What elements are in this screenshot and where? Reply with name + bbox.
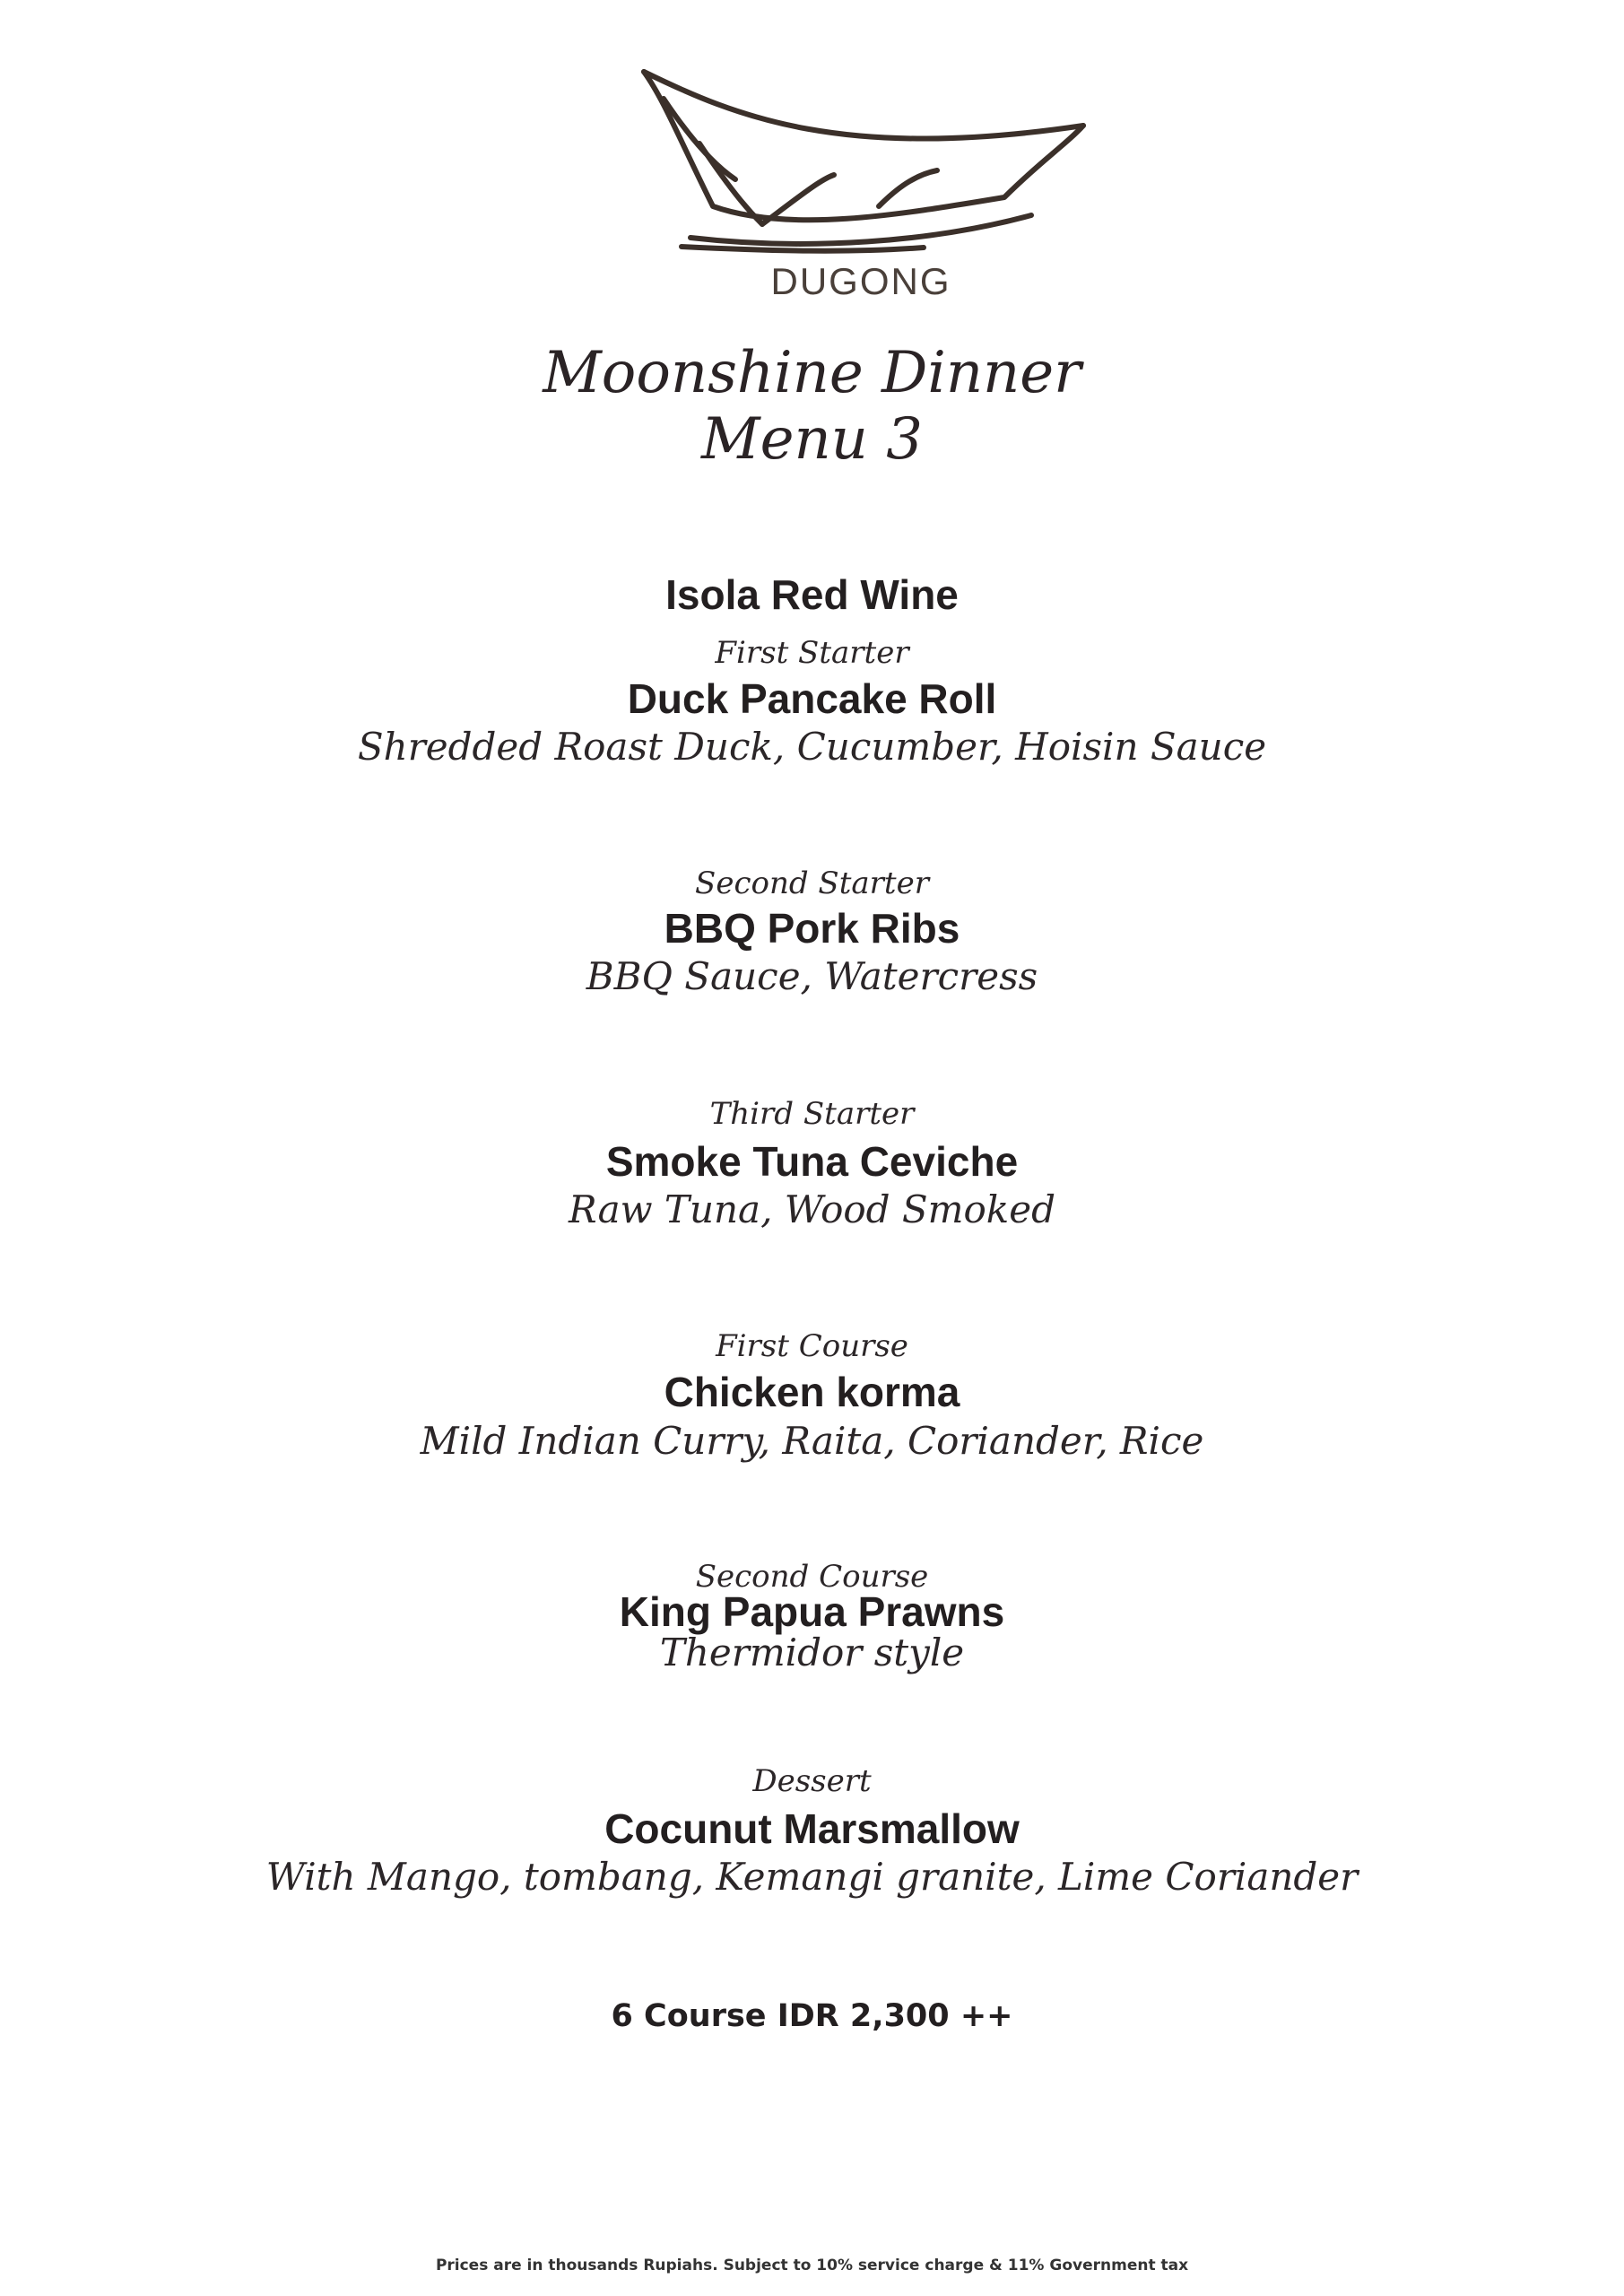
course-dish: Smoke Tuna Ceviche (605, 1138, 1019, 1185)
course-label: Dessert (752, 1763, 872, 1799)
course-label: First Course (716, 1328, 908, 1364)
wine-pairing: Isola Red Wine (665, 571, 959, 618)
dugong-logo (628, 63, 1094, 314)
course-description: Shredded Roast Duck, Cucumber, Hoisin Sauce (357, 725, 1267, 769)
course-description: Raw Tuna, Wood Smoked (569, 1187, 1055, 1231)
course-dish: BBQ Pork Ribs (664, 905, 960, 952)
course-label: Second Starter (695, 865, 929, 901)
boat-leaf-icon (628, 63, 1094, 269)
menu-price: 6 Course IDR 2,300 ++ (611, 1998, 1013, 2034)
footer-note: Prices are in thousands Rupiahs. Subject to 10% service charge & 11% Government tax (435, 2257, 1189, 2274)
course-label: Third Starter (709, 1096, 915, 1132)
course-label: Second Course (695, 1559, 929, 1595)
menu-title-line1: Moonshine Dinner (543, 340, 1081, 406)
course-description: BBQ Sauce, Watercress (586, 954, 1038, 998)
menu-title (0, 341, 1624, 473)
course-description: Mild Indian Curry, Raita, Coriander, Rice (420, 1419, 1204, 1463)
course-description: Thermidor style (659, 1631, 965, 1674)
course-dish: Cocunut Marsmallow (604, 1805, 1020, 1852)
course-dish: Chicken korma (664, 1369, 960, 1415)
course-dish: Duck Pancake Roll (627, 675, 997, 722)
course-dish: King Papua Prawns (619, 1588, 1005, 1635)
course-label: First Starter (715, 635, 909, 671)
course-description: With Mango, tombang, Kemangi granite, Lime Coriander (265, 1855, 1359, 1899)
brand-name: DUGONG (770, 260, 951, 302)
menu-title-line2: Menu 3 (701, 405, 923, 473)
